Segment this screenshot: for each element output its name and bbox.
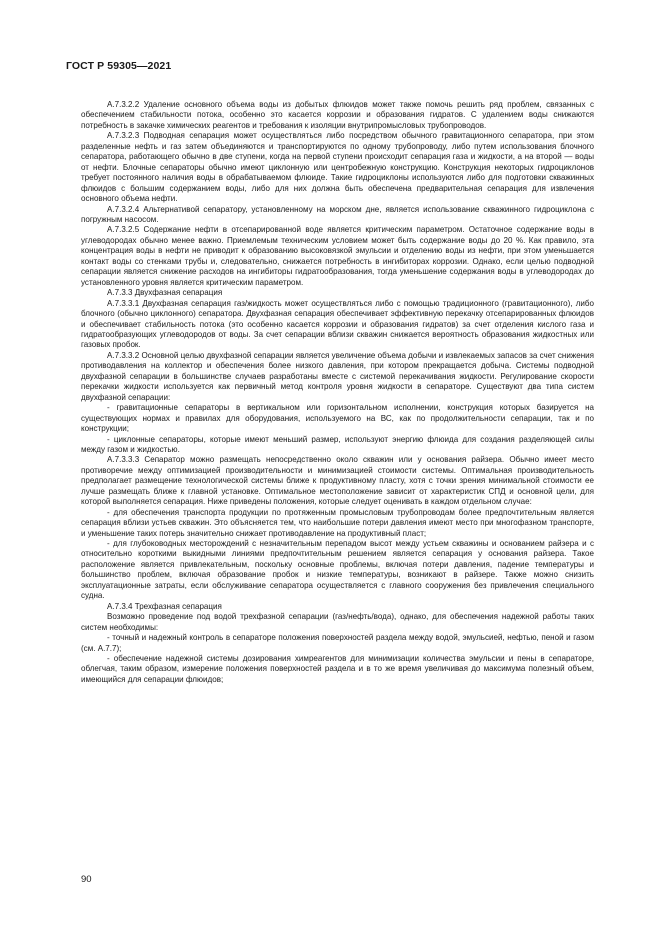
section-heading-a733: А.7.3.3 Двухфазная сепарация xyxy=(107,288,223,298)
document-body xyxy=(81,100,594,685)
paragraph-a7332: А.7.3.3.2 Основной целью двухфазной сепарации является увеличение объема добычи и извлекаемых запасов за счет снижения противодавления на коллектор и обеспечения более низкого давления, при котором прекращается добыча. Системы подводной двухфазной сепарации в большинстве случаев разработаны вместе с системой перекачивания жидкости. Регулирование скорости перекачки жидкости используется как первичный метод контроля уровня жидкости в сепараторе. Существуют два типа систем двухфазной сепарации: xyxy=(81,350,594,402)
paragraph-three-phase-intro: Возможно проведение под водой трехфазной сепарации (газ/нефть/вода), однако, для обеспечения надежной работы таких систем необходимы: xyxy=(81,612,594,632)
list-item-pipeline-transport: - для обеспечения транспорта продукции по протяженным промысловым трубопроводам более предпочтительным является сепарация вблизи устьев скважин. Это объясняется тем, что наибольшие потери давления имеют место при многофазном транспорте, и уменьшение таких потерь значительно снижает противодавление на продуктивный пласт; xyxy=(81,507,594,538)
paragraph-a7331: А.7.3.3.1 Двухфазная сепарация газ/жидкость может осуществляться либо с помощью традиционного (гравитационного), либо блочного (обычно циклонного) сепаратора. Двухфазная сепарация обеспечивает эффективную перекачку отсепарированных флюидов и обеспечивает стабильность потока (это особенно касается коррозии и образования гидратов) за счет отделения кислого газа и гидратообразующих углеводородов от воды. За счет сепарации вблизи скважин снижается вероятность образования жидкостных или газовых пробок. xyxy=(81,298,594,350)
paragraph-a7325: А.7.3.2.5 Содержание нефти в отсепарированной воде является критическим параметром. Остаточное содержание воды в углеводородах обычно менее важно. Приемлемым техническим условием может быть содержание воды до 20 %. Как правило, эта концентрация воды в нефти не приводит к образованию высоковязкой эмульсии и отделению воды из нефти, при этом уменьшается контакт воды со стенками трубы и, следовательно, снижается потребность в ингибиторах коррозии. Однако, если целью подводной сепарации является снижение расходов на ингибиторы гидратообразования, тогда уменьшение содержания воды в углеводородах до установленного уровня является критическим параметром. xyxy=(81,225,594,287)
page-number: 90 xyxy=(81,874,92,885)
paragraph-a7322: А.7.3.2.2 Удаление основного объема воды из добытых флюидов может также помочь решить ряд проблем, связанных с обеспечением стабильности потока, особенно это касается коррозии и образования гидратов. С удалением воды снижаются потребность в закачке химических реагентов и требования к изоляции внутрипромысловых трубопроводов. xyxy=(81,100,594,130)
paragraph-a7324: А.7.3.2.4 Альтернативой сепаратору, установленному на морском дне, является использование скважинного гидроциклона с погружным насосом. xyxy=(81,204,594,224)
list-item-interface-control: - точный и надежный контроль в сепараторе положения поверхностей раздела между водой, эмульсией, нефтью, пеной и газом (см. А.7.7); xyxy=(81,633,594,653)
list-item-gravity-separators: - гравитационные сепараторы в вертикальном или горизонтальном исполнении, конструкция которых базируется на существующих нормах и правилах для оборудования, используемого на ВС, как по продолжительности сепарации, так и по конструкции; xyxy=(81,403,594,434)
section-heading-a734: А.7.3.4 Трехфазная сепарация xyxy=(107,601,222,611)
list-item-cyclone-separators: - циклонные сепараторы, которые имеют меньший размер, используют энергию флюида для создания разделяющей силы между газом и жидкостью. xyxy=(81,434,594,454)
list-item-chemical-dosing: - обеспечение надежной системы дозирования химреагентов для минимизации количества эмульсии и пены в сепараторе, облегчая, таким образом, измерение положения поверхностей раздела и в то же время увеличивая до максимума полезный объем, имеющийся для сепарации флюидов; xyxy=(81,654,594,684)
list-item-deepwater-fields: - для глубоководных месторождений с незначительным перепадом высот между устьем скважины и основанием райзера и с относительно короткими выкидными линиями предпочтительным решением является сепарация у основания райзера. Такое расположение является привлекательным, поскольку основные проблемы, включая потери давления, падение температуры и большинство проблем, включая образование пробок и низкие температуры, возникают в райзере. Также можно снизить эксплуатационные затраты, если обслуживание сепаратора осуществляется с главного сооружения без привлечения специального судна. xyxy=(81,539,594,601)
paragraph-a7323: А.7.3.2.3 Подводная сепарация может осуществляться либо посредством обычного гравитационного сепаратора, при этом разделенные нефть и газ затем объединяются и транспортируются по одному трубопроводу, либо путем использования блочного сепаратора, работающего обычно в две ступени, когда на первой ступени происходит сепарация газа и жидкости, а на второй — воды от нефти. Блочные сепараторы обычно имеют циклонную или центробежную конструкцию. Конструкция некоторых гидроциклонов требует постоянного наличия воды в обрабатываемом флюиде. Такие гидроциклоны используются либо для подготовки скважинных флюидов с большим содержанием воды, либо для них должна быть обеспечена предварительная сепарация для извлечения основного объема нефти. xyxy=(81,131,594,204)
document-header: ГОСТ Р 59305—2021 xyxy=(66,60,172,72)
paragraph-a7333: А.7.3.3.3 Сепаратор можно размещать непосредственно около скважин или у основания райзера. Обычно имеет место противоречие между оптимизацией производительности и минимизацией стоимости системы. Оптимальная производительность предполагает размещение технологической системы ближе к продуктивному пласту, хотя с точки зрения минимальной стоимости ее лучше размещать ближе к главной установке. Оптимальное местоположение зависит от характеристик СПД и основной цели, для которой выполняется сепарация. Ниже приведены положения, которые следует оценивать в каждом отдельном случае: xyxy=(81,455,594,507)
